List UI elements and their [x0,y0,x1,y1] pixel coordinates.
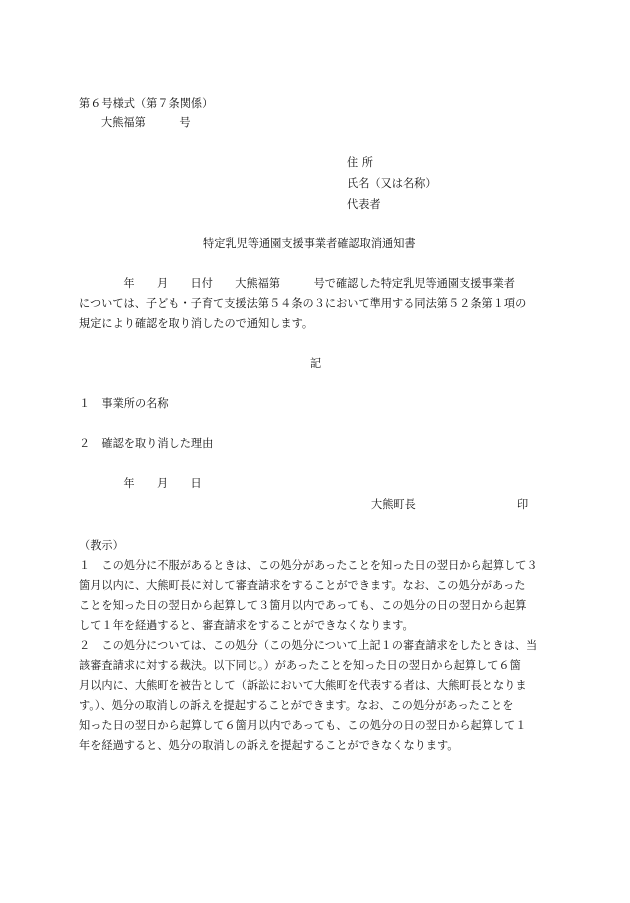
instruction-line: す。）、処分の取消しの訴えを提起することができます。なお、この処分があったことを [79,699,514,712]
ki-heading: 記 [310,357,322,370]
item-revocation-reason: ２ 確認を取り消した理由 [79,437,214,450]
form-number: 第６号様式（第７条関係） [79,97,214,110]
instruction-line: ことを知った日の翌日から起算して３箇月以内であっても、この処分の日の翌日から起算 [79,599,527,612]
address-label: 住 所 [347,156,373,169]
instruction-line: 月以内に、大熊町を被告として（訴訟において大熊町を代表する者は、大熊町長となりま [79,679,527,692]
instruction-line: ２ この処分については、この処分（この処分について上記１の審査請求をしたときは、当 [79,639,538,652]
name-label: 氏名（又は名称） [347,177,437,190]
instruction-line: 年を経過すると、処分の取消しの訴えを提起することができなくなります。 [79,739,459,752]
instruction-line: して１年を経過すると、審査請求をすることができなくなります。 [79,619,414,632]
instruction-heading: （教示） [79,539,124,552]
instruction-line: 箇月以内に、大熊町長に対して審査請求をすることができます。なお、この処分があった [79,579,526,592]
body-line: 規定により確認を取り消したので通知します。 [79,317,314,330]
document-number: 大熊福第 号 [101,116,191,129]
instruction-line: １ この処分に不服があるときは、この処分があったことを知った日の翌日から起算して３ [79,559,538,572]
document-title: 特定乳児等通園支援事業者確認取消通知書 [203,237,416,250]
representative-label: 代表者 [347,198,381,211]
mayor-name: 大熊町長 [371,498,416,511]
item-business-name: １ 事業所の名称 [79,397,169,410]
seal-mark: 印 [517,498,529,511]
instruction-line: 該審査請求に対する裁決。以下同じ。）があったことを知った日の翌日から起算して６箇 [79,659,521,672]
date-line: 年 月 日 [101,477,202,490]
instruction-line: 知った日の翌日から起算して６箇月以内であっても、この処分の日の翌日から起算して１ [79,719,527,732]
body-line: 年 月 日付 大熊福第 号で確認した特定乳児等通園支援事業者 [101,277,515,290]
body-line: については、子ども・子育て支援法第５４条の３において準用する同法第５２条第１項の [79,297,527,310]
